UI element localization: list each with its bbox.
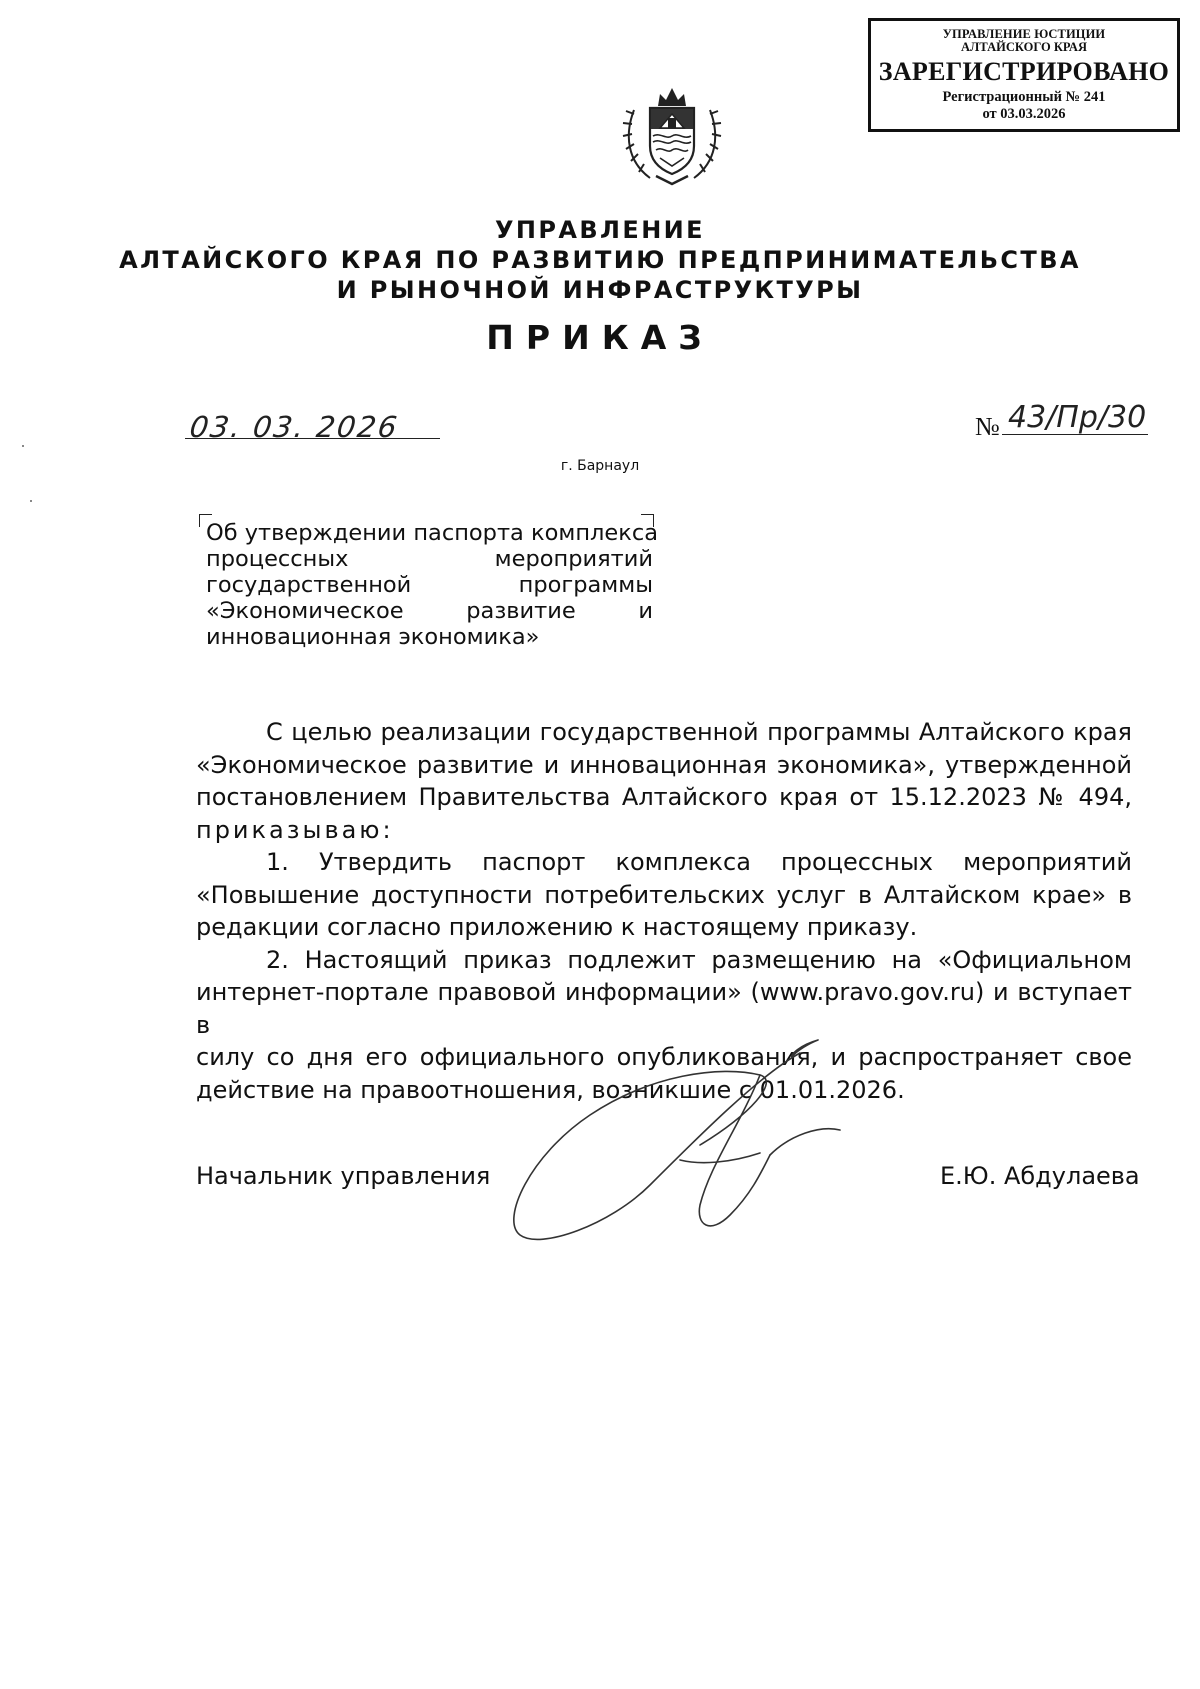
org-name-line-3: И РЫНОЧНОЙ ИНФРАСТРУКТУРЫ — [336, 276, 864, 304]
scan-speck — [22, 445, 24, 447]
registration-stamp — [868, 18, 1180, 132]
body-line: «Повышение доступности потребительских услуг в Алтайском крае» в — [196, 880, 1132, 909]
body-line: приказываю: — [196, 815, 394, 844]
signatory-role: Начальник управления — [196, 1162, 491, 1190]
org-name-line-2: АЛТАЙСКОГО КРАЯ ПО РАЗВИТИЮ ПРЕДПРИНИМАТЕЛЬСТВА — [119, 246, 1081, 274]
order-number-label: № — [975, 412, 1000, 441]
stamp-line-1: УПРАВЛЕНИЕ ЮСТИЦИИ — [942, 27, 1106, 41]
stamp-reg-number: Регистрационный № 241 — [942, 89, 1106, 105]
stamp-line-2: АЛТАЙСКОГО КРАЯ — [961, 40, 1087, 54]
subject-line: процессных мероприятий — [206, 546, 653, 572]
body-line: редакции согласно приложению к настоящему приказу. — [196, 913, 918, 941]
body-line: 2. Настоящий приказ подлежит размещению на «Официальном — [266, 945, 1132, 974]
signatory-name: Е.Ю. Абдулаева — [940, 1162, 1140, 1190]
body-line: постановлением Правительства Алтайского края от 15.12.2023 № 494, — [196, 783, 1132, 811]
altai-krai-coat-of-arms-icon — [620, 80, 724, 188]
body-line: «Экономическое развитие и инновационная экономика», утвержденной — [196, 750, 1132, 779]
document-type-title: ПРИКАЗ — [486, 318, 714, 357]
subject-line: «Экономическое развитие и — [206, 598, 653, 624]
handwritten-signature — [500, 1035, 880, 1255]
subject-line: инновационная экономика» — [206, 624, 540, 650]
stamp-title: ЗАРЕГИСТРИРОВАНО — [878, 57, 1170, 86]
body-line: силу со дня его официального опубликования, и распространяет свое — [196, 1043, 1132, 1071]
scan-speck — [30, 500, 32, 502]
body-line: 1. Утвердить паспорт комплекса процессных мероприятий — [266, 848, 1132, 876]
body-line: интернет-портале правовой информации» (www.pravo.gov.ru) и вступает в — [196, 978, 1132, 1039]
order-date: 03. 03. 2026 — [187, 410, 401, 444]
body-line: С целью реализации государственной программы Алтайского края — [266, 718, 1132, 746]
subject-line: государственной программы — [206, 572, 653, 598]
order-number: 43/Пр/30 — [1008, 400, 1147, 435]
subject-line: Об утверждении паспорта комплекса — [206, 520, 659, 546]
body-line: действие на правоотношения, возникшие с 01.01.2026. — [196, 1075, 905, 1104]
number-underline — [1002, 434, 1148, 435]
city: г. Барнаул — [560, 458, 640, 474]
order-subject — [206, 520, 659, 650]
org-name-line-1: УПРАВЛЕНИЕ — [495, 216, 705, 244]
date-underline — [185, 438, 440, 439]
stamp-reg-date: от 03.03.2026 — [982, 106, 1066, 122]
